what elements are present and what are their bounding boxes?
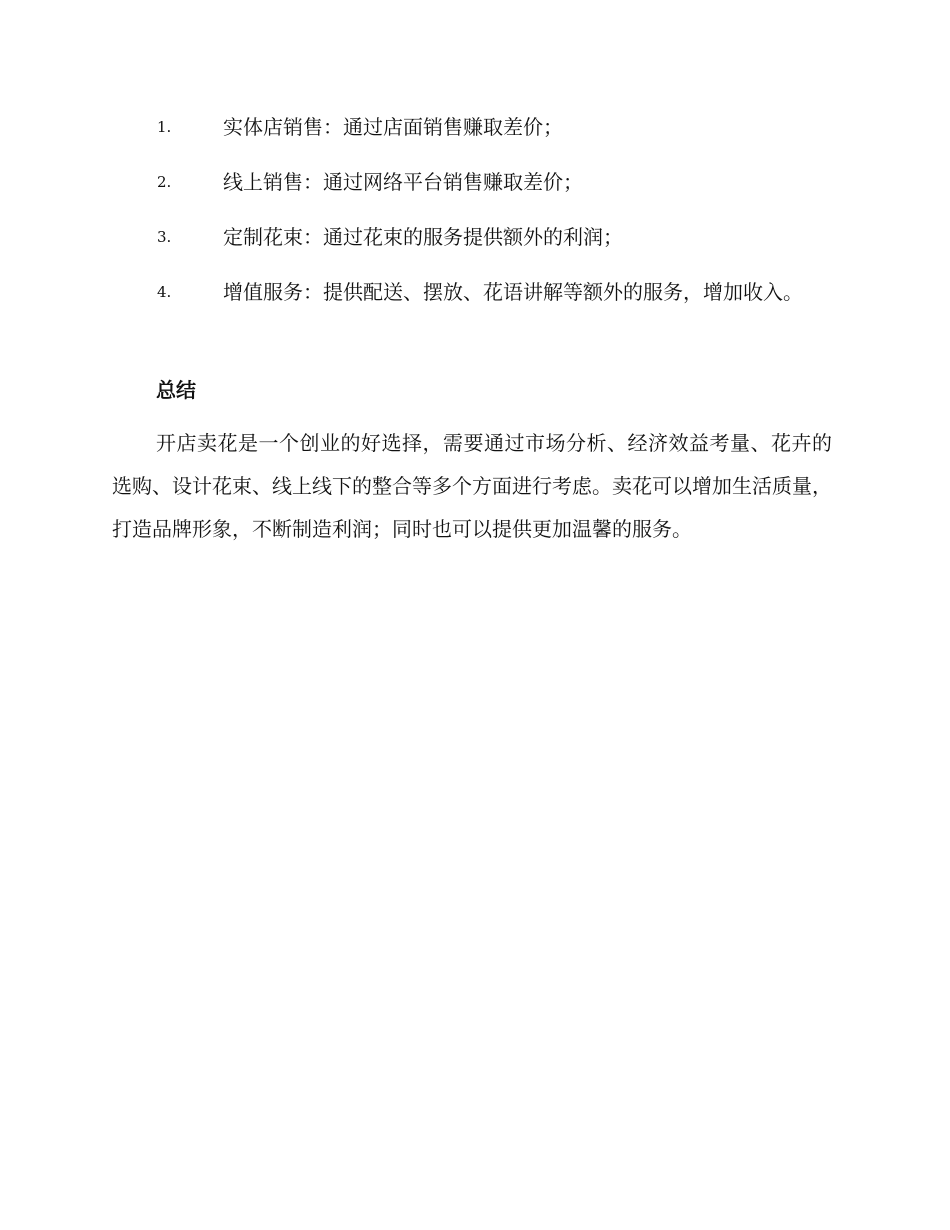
list-number: 2. [157,173,172,191]
list-text: 增值服务：提供配送、摆放、花语讲解等额外的服务，增加收入。 [223,280,803,304]
list-text: 实体店销售：通过店面销售赚取差价； [223,115,563,139]
list-number: 3. [157,228,172,246]
summary-heading: 总结 [156,378,196,402]
list-item [112,161,832,203]
list-text: 线上销售：通过网络平台销售赚取差价； [223,170,583,194]
list-number: 4. [157,283,172,301]
list-number: 1. [157,118,172,136]
list-item [112,216,832,258]
list-item [112,271,832,313]
list-text: 定制花束：通过花束的服务提供额外的利润； [223,225,623,249]
summary-paragraph: 开店卖花是一个创业的好选择，需要通过市场分析、经济效益考量、花卉的选购、设计花束、线上线下的整合等多个方面进行考虑。卖花可以增加生活质量，打造品牌形象，不断制造利润；同时也可以提供更加温馨的服务。 [112,431,832,541]
list-item [112,106,832,148]
